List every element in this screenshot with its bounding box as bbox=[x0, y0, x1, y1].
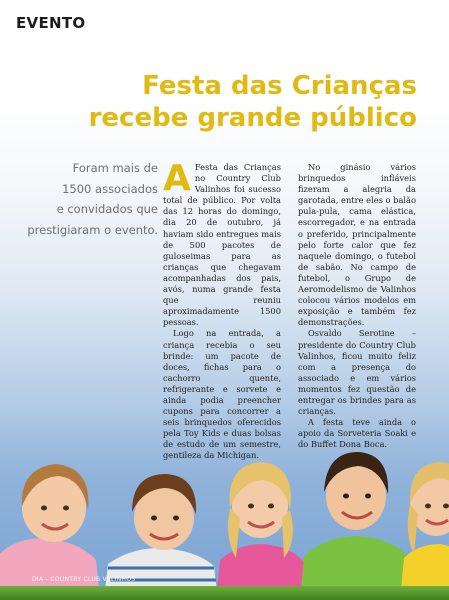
lead-line-3: e convidados que bbox=[56, 202, 158, 216]
lead-line-1: Foram mais de bbox=[72, 161, 158, 175]
headline-line-2: recebe grande público bbox=[88, 103, 417, 133]
article-paragraph: Osvaldo Serotine – presidente do Country Club Valinhos, ficou muito feliz com a presença do associado e em vários momentos fez questão de entregar os brindes para as crianças. bbox=[298, 328, 416, 417]
headline bbox=[37, 70, 417, 134]
section-label: EVENTO bbox=[16, 14, 86, 32]
article-paragraph-text: Festa das Crianças no Country Club Valinhos foi sucesso total de público. Por volta das 12 horas do domingo, dia 20 de outubro, já haviam sido entregues mais de 500 pacotes de guloseimas para as crianças que chegavam acompanhadas dos pais, avós, numa grande festa que reuniu aproximadamente 1500 pessoas. bbox=[163, 162, 281, 328]
article-column-2 bbox=[298, 162, 416, 450]
child-figure bbox=[300, 452, 412, 600]
child-figure bbox=[216, 462, 306, 600]
article-paragraph: Logo na entrada, a criança recebia o seu brinde: um pacote de doces, fichas para o cachorro quente, refrigerante e sorvete e ainda podia preencher cupons para concorrer a seis brinquedos oferecidos pela Toy Kids e duas bolsas de estudo de um semestre, gentileza da Michigan. bbox=[163, 328, 281, 461]
article-paragraph: No ginásio vários brinquedos infláveis fizeram a alegria da garotada, entre eles o balão pula-pula, cama elástica, escorregador, e na entrada o preferido, principalmente pelo forte calor que fez naquele domingo, o futebol de sabão. No campo de futebol, o Grupo de Aeromodelismo de Valinhos colocou vários modelos em exposição e também fez demonstrações. bbox=[298, 162, 416, 328]
article-paragraph: A festa teve ainda o apoio da Sorveteria Soaki e do Buffet Dona Boca. bbox=[298, 417, 416, 450]
drop-cap: A bbox=[163, 158, 191, 199]
child-figure bbox=[400, 462, 449, 600]
lead-paragraph bbox=[8, 158, 158, 240]
headline-line-1: Festa das Crianças bbox=[142, 71, 417, 101]
article-column-1 bbox=[163, 158, 281, 462]
page-footer: DIA - COUNTRY CLUB VALINHOS bbox=[32, 576, 136, 583]
grass-strip bbox=[0, 586, 449, 600]
lead-line-4: prestigiaram o evento. bbox=[27, 222, 158, 237]
lead-line-2: 1500 associados bbox=[62, 181, 158, 196]
article-paragraph bbox=[163, 158, 281, 328]
